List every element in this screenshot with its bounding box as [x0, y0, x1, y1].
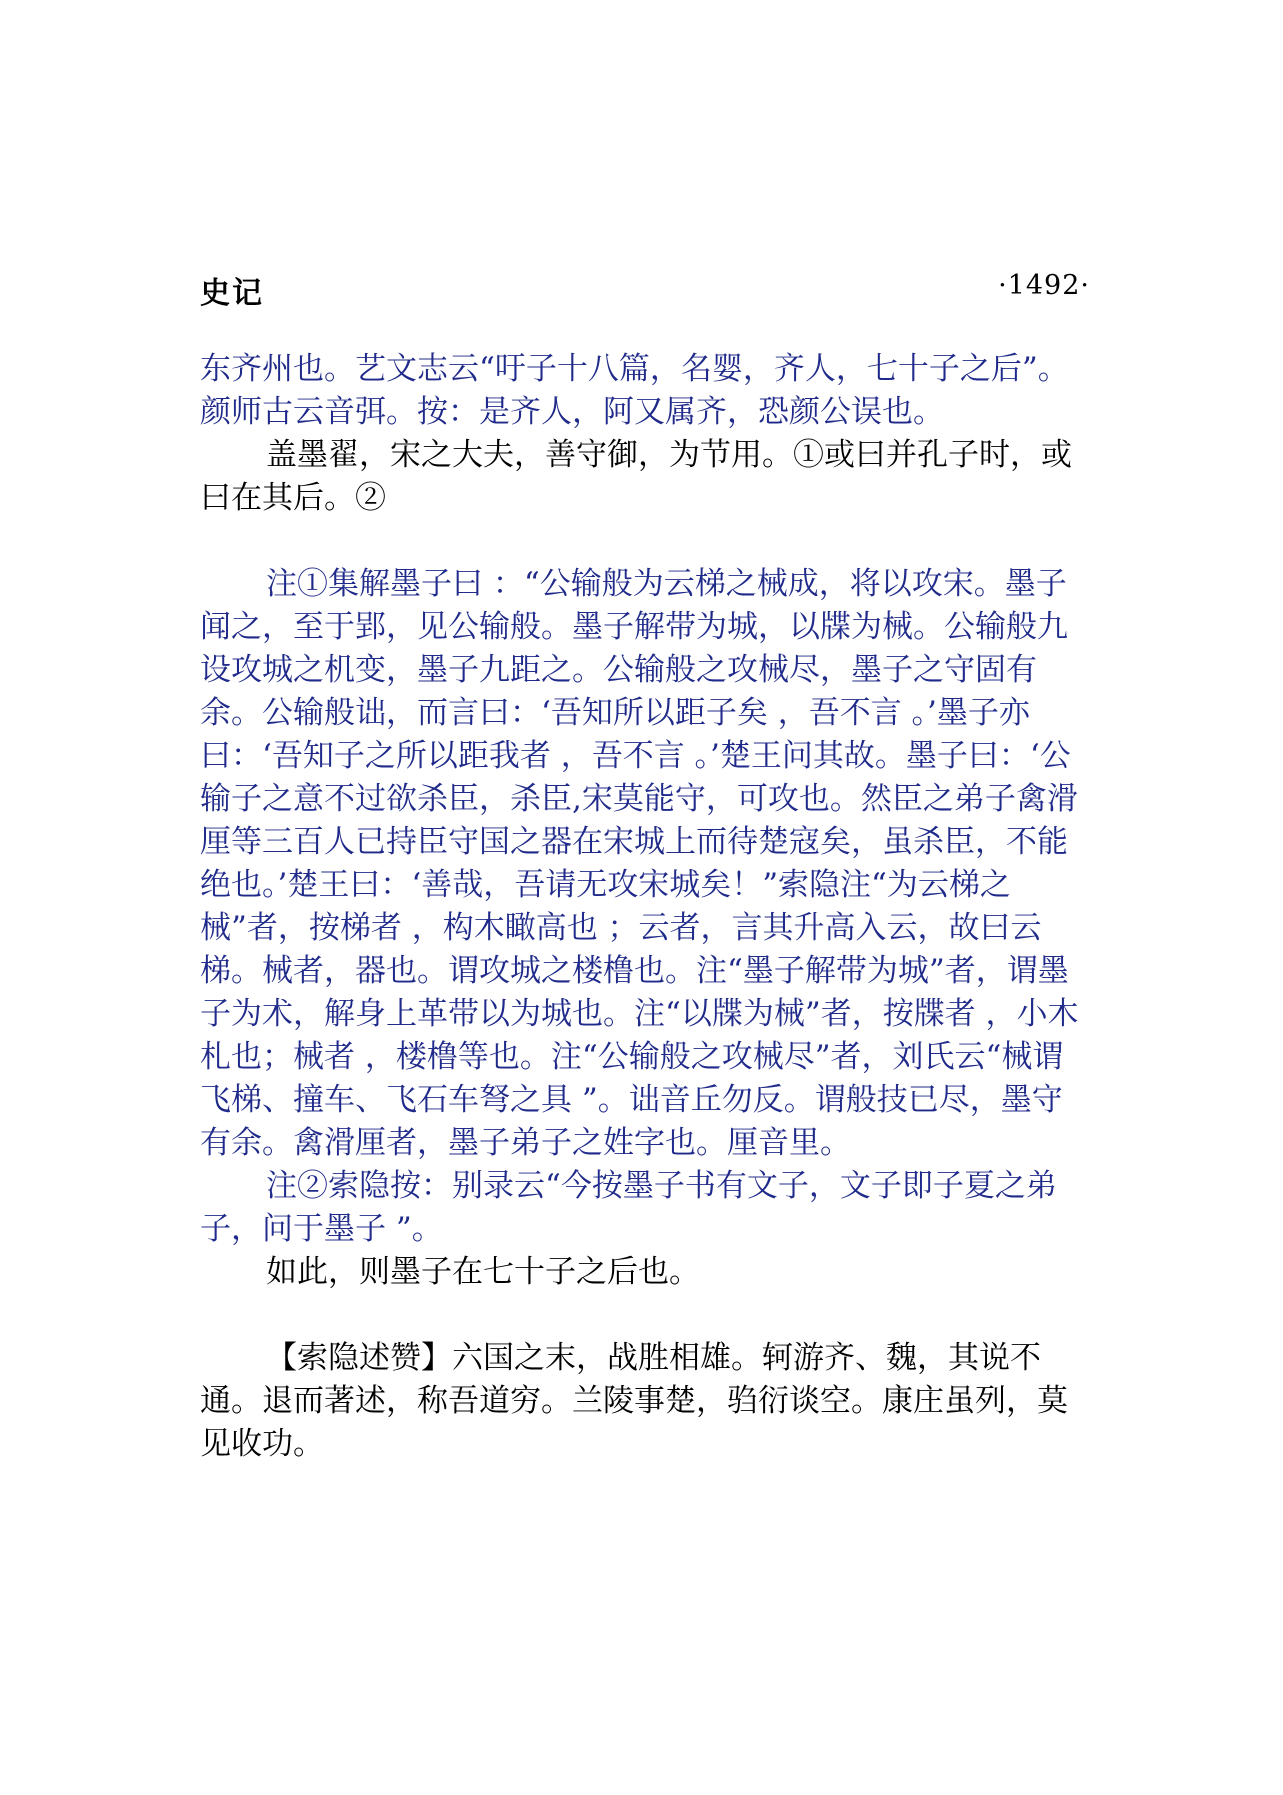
- suoyin-zan-text: 六国之末，战胜相雄。轲游齐、魏，其说不通。退而著述，称吾道穷。兰陵事楚，驺衍谈空。康庄虽列，莫见收功。: [200, 1340, 1068, 1462]
- paragraph-spacer: [200, 520, 1090, 563]
- book-title: 史记: [200, 276, 264, 311]
- body-text: [200, 348, 1090, 1466]
- suoyin-zan-paragraph: [200, 1337, 1090, 1466]
- note-2-paragraph: 注②索隐按：别录云“今按墨子书有文子，文子即子夏之弟子，问于墨子 ”。: [200, 1168, 1057, 1247]
- page-number: ·1492·: [998, 270, 1090, 301]
- paragraph-spacer: [200, 1294, 1090, 1337]
- running-header: [200, 268, 1090, 311]
- note-1-paragraph: 注①集解墨子曰 ：“公输般为云梯之械成，将以攻宋。墨子闻之，至于郢，见公输般。墨子解带为城，以牒为械。公输般九设攻城之机变，墨子九距之。公输般之攻械尽，墨子之守固有余。公输般诎，而言曰：‘吾知所以距子矣 ，吾不言 。’墨子亦曰：‘吾知子之所以距我者 ，吾不言 。’楚王问其故。墨子曰：‘公输子之意不过欲杀臣，杀臣,宋莫能守，可攻也。然臣之弟子禽滑厘等三百人已持臣守国之器在宋城上而待楚寇矣，虽杀臣，不能绝也。’楚王曰：‘善哉，吾请无攻宋城矣！”索隐注“为云梯之械”者，按梯者 ，构木瞰高也 ；云者，言其升高入云，故曰云梯。械者，器也。谓攻城之楼橹也。注“墨子解带为城”者，谓墨子为术，解身上革带以为城也。注“以牒为械”者，按牒者 ，小木札也；械者 ，楼橹等也。注“公输般之攻械尽”者，刘氏云“械谓飞梯、撞车、飞石车弩之具 ”。诎音丘勿反。谓般技已尽，墨守有余。禽滑厘者，墨子弟子之姓字也。厘音里。: [200, 566, 1079, 1161]
- suoyin-zan-label: 【索隐述赞】: [266, 1340, 452, 1376]
- commentary-paragraph-continued: 东齐州也。艺文志云“吁子十八篇，名婴，齐人，七十子之后”。颜师古云音弭。按：是齐人，阿又属齐，恐颜公误也。: [200, 351, 1069, 430]
- main-text-paragraph: 盖墨翟，宋之大夫，善守御，为节用。①或曰并孔子时，或曰在其后。②: [200, 437, 1072, 516]
- main-text-conclusion: 如此，则墨子在七十子之后也。: [266, 1254, 700, 1290]
